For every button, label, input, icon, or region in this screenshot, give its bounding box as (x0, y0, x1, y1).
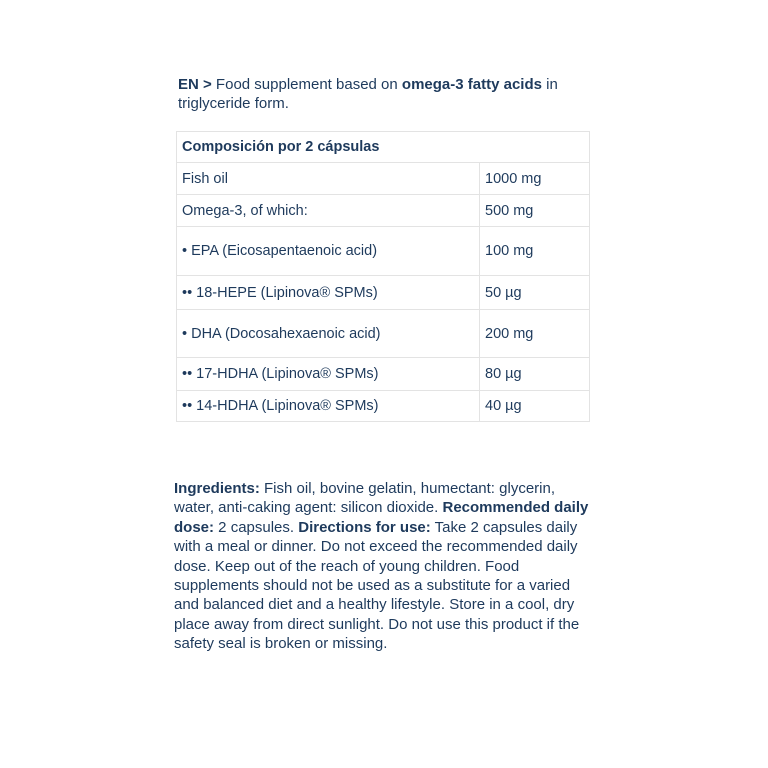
table-row (177, 391, 590, 422)
row-name: Omega-3, of which: (177, 195, 480, 227)
directions-label: Directions for use: (298, 518, 431, 536)
ingredients-text: Fish oil, bovine gelatin, humectant: glycerin, water, anti-caking agent: silicon dioxide. (174, 480, 555, 517)
language-prefix: EN > (178, 76, 212, 93)
row-value: 500 mg (480, 195, 590, 227)
table-row (177, 163, 590, 195)
row-name: Fish oil (177, 163, 480, 195)
table-header: Composición por 2 cápsulas (177, 132, 590, 163)
row-value: 100 mg (480, 227, 590, 276)
intro-text-1: Food supplement based on (211, 76, 402, 93)
row-value: 50 µg (480, 276, 590, 310)
intro-paragraph (178, 75, 598, 113)
table-header-row (177, 132, 590, 163)
row-value: 40 µg (480, 391, 590, 422)
row-value: 1000 mg (480, 163, 590, 195)
row-name: • EPA (Eicosapentaenoic acid) (177, 227, 480, 276)
dose-label: Recommended daily dose: (174, 499, 589, 536)
intro-text-2: in triglyceride form. (178, 76, 558, 112)
dose-text: 2 capsules. (214, 518, 299, 536)
table-row (177, 310, 590, 358)
row-value: 80 µg (480, 358, 590, 391)
row-name: • DHA (Docosahexaenoic acid) (177, 310, 480, 358)
intro-bold: omega-3 fatty acids (401, 76, 542, 93)
row-name: •• 14-HDHA (Lipinova® SPMs) (177, 391, 480, 422)
table-row (177, 195, 590, 227)
table-row (177, 227, 590, 276)
ingredients-paragraph (174, 479, 594, 654)
row-value: 200 mg (480, 310, 590, 358)
row-name: •• 18-HEPE (Lipinova® SPMs) (177, 276, 480, 310)
composition-table (176, 131, 590, 422)
row-name: •• 17-HDHA (Lipinova® SPMs) (177, 358, 480, 391)
ingredients-label: Ingredients: (174, 480, 260, 497)
table-row (177, 276, 590, 310)
directions-text: Take 2 capsules daily with a meal or dinner. Do not exceed the recommended daily dose. Keep out of the reach of young children. Food supplements should not be used as a substitute for a varied and balanced diet and a healthy lifestyle. Store in a cool, dry place away from direct sunlight. Do not use this product if the safety seal is broken or missing. (174, 518, 580, 653)
table-row (177, 358, 590, 391)
